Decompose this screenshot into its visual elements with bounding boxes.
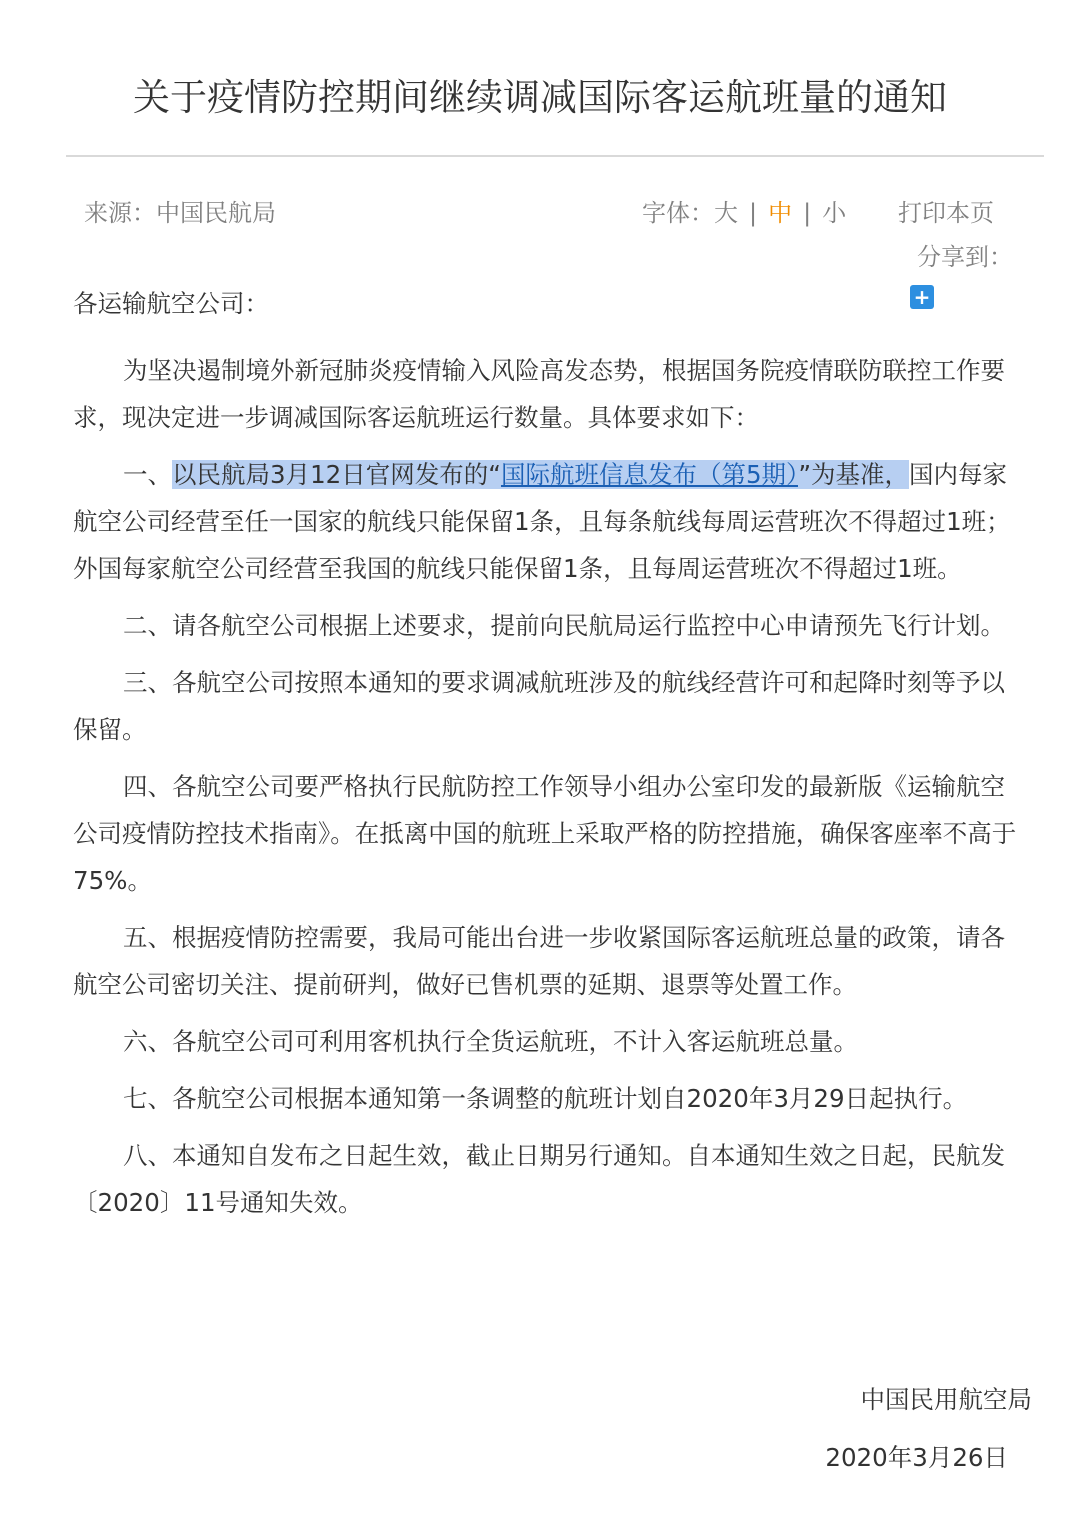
share-label: 分享到： [917, 243, 1013, 271]
signature-issuer: 中国民用航空局 [860, 1385, 1032, 1414]
title-divider [66, 155, 1044, 157]
font-size-label: 字体： [642, 199, 714, 227]
paragraph-intro: 为坚决遏制境外新冠肺炎疫情输入风险高发态势，根据国务院疫情联防联控工作要求，现决定进一步调减国际客运航班运行数量。具体要求如下： [73, 356, 1005, 432]
paragraph-item-7: 七、各航空公司根据本通知第一条调整的航班计划自2020年3月29日起执行。 [123, 1084, 968, 1113]
paragraph-item-8: 八、本通知自发布之日起生效，截止日期另行通知。自本通知生效之日起，民航发〔2020〕11号通知失效。 [73, 1141, 1005, 1217]
font-size-small-link[interactable]: 小 [822, 199, 847, 227]
paragraph-item-5: 五、根据疫情防控需要，我局可能出台进一步收紧国际客运航班总量的政策，请各航空公司密切关注、提前研判，做好已售机票的延期、退票等处置工作。 [73, 923, 1005, 999]
item-1-rest: 国内每家航空公司经营至任一国家的航线只能保留1条，且每条航线每周运营班次不得超过1班；外国每家航空公司经营至我国的航线只能保留1条，且每周运营班次不得超过1班。 [73, 460, 1011, 583]
paragraph-item-6: 六、各航空公司可利用客机执行全货运航班，不计入客运航班总量。 [123, 1027, 858, 1056]
article-body [73, 280, 1028, 1236]
selected-text: 以民航局3月12日官网发布的“ [172, 460, 501, 489]
font-size-separator: | [803, 199, 812, 227]
item-1-prefix: 一、 [123, 460, 172, 489]
font-size-large-link[interactable]: 大 [714, 199, 738, 227]
font-size-switcher [642, 196, 846, 230]
paragraph-item-3: 三、各航空公司按照本通知的要求调减航班涉及的航线经营许可和起降时刻等予以保留。 [73, 668, 1005, 744]
salutation: 各运输航空公司： [73, 289, 269, 318]
font-size-medium-link[interactable]: 中 [768, 199, 793, 227]
font-size-separator: | [749, 199, 758, 227]
signature-date: 2020年3月26日 [825, 1443, 1008, 1472]
print-page-link[interactable]: 打印本页 [898, 199, 994, 227]
flight-info-link[interactable]: 国际航班信息发布（第5期） [500, 460, 799, 489]
page-title: 关于疫情防控期间继续调减国际客运航班量的通知 [133, 76, 947, 119]
selected-text: ”为基准， [798, 460, 910, 489]
article-source: 来源：中国民航局 [84, 199, 276, 227]
paragraph-item-4: 四、各航空公司要严格执行民航防控工作领导小组办公室印发的最新版《运输航空公司疫情防控技术指南》。在抵离中国的航班上采取严格的防控措施，确保客座率不高于75%。 [73, 772, 1017, 895]
plus-icon[interactable]: + [910, 285, 934, 309]
paragraph-item-1 [73, 451, 1028, 592]
paragraph-item-2: 二、请各航空公司根据上述要求，提前向民航局运行监控中心申请预先飞行计划。 [123, 611, 1005, 640]
